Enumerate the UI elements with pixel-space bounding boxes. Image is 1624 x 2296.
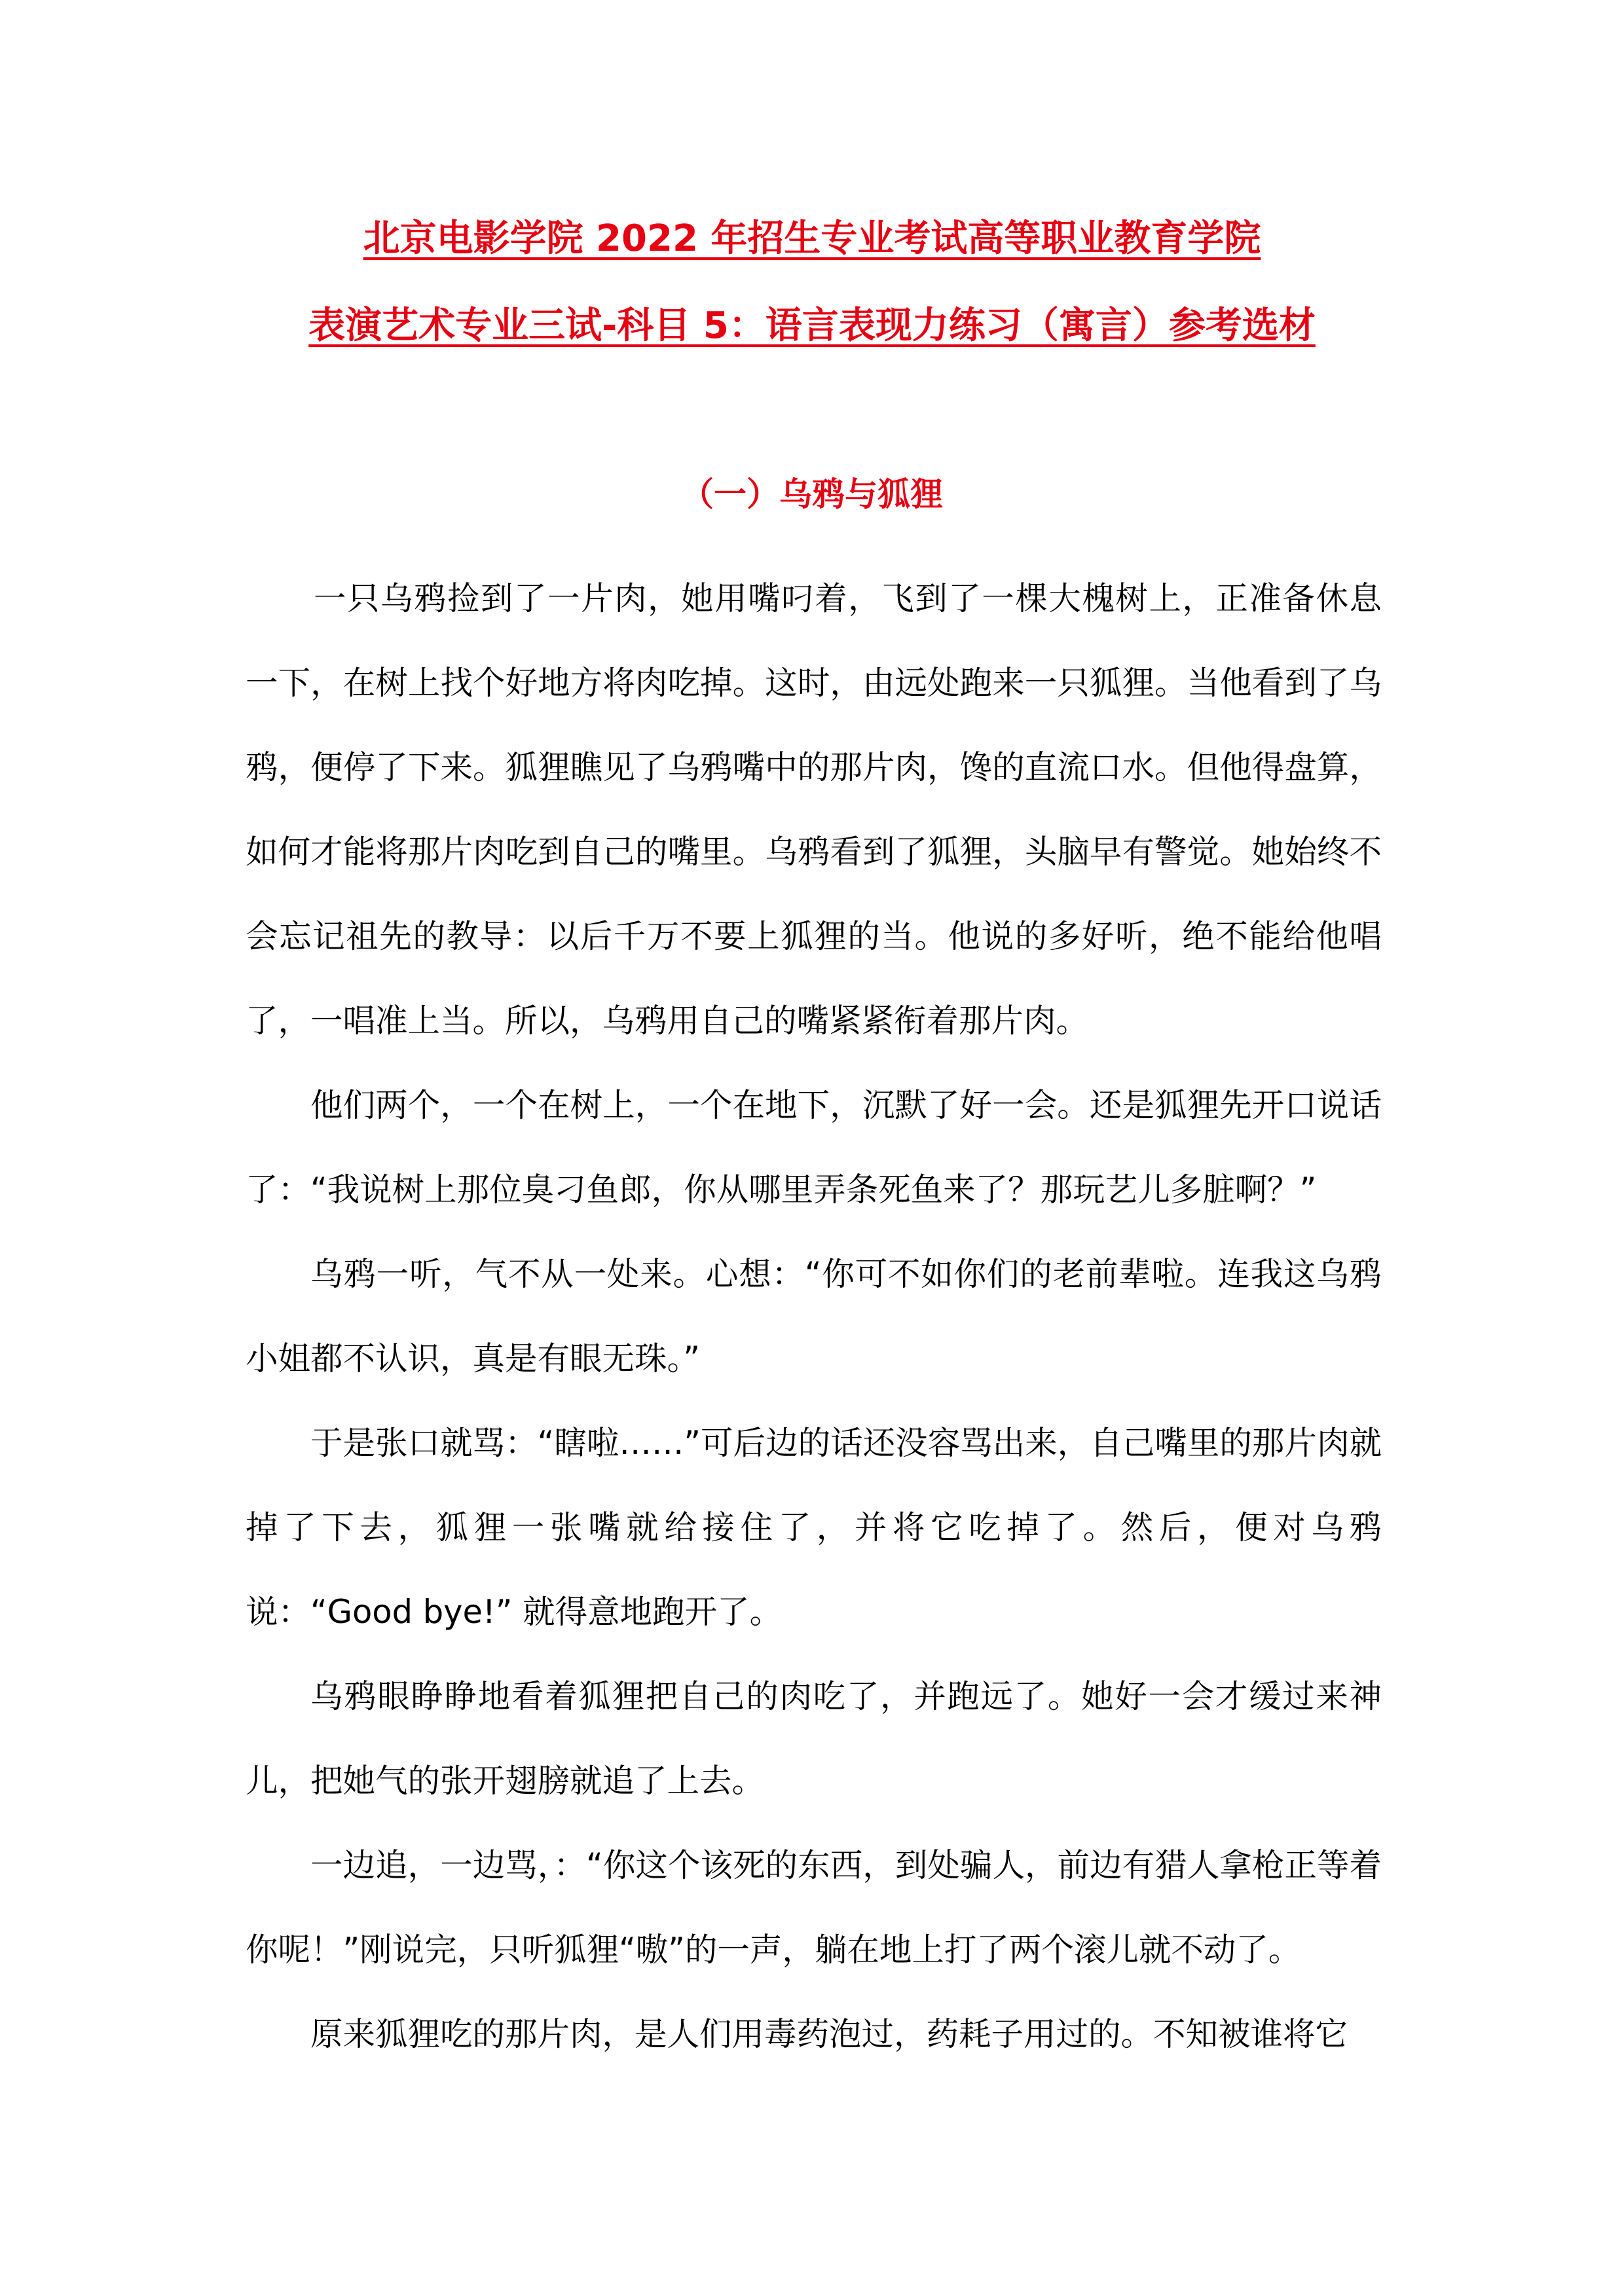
document-title-line-1: 北京电影学院 2022 年招生专业考试高等职业教育学院 [363, 217, 1261, 260]
paragraph: 一只乌鸦捡到了一片肉，她用嘴叼着，飞到了一棵大槐树上，正准备休息一下，在树上找个好地方将肉吃掉。这时，由远处跑来一只狐狸。当他看到了乌鸦，便停了下来。狐狸瞧见了乌鸦嘴中的那片肉，馋的直流口水。但他得盘算，如何才能将那片肉吃到自己的嘴里。乌鸦看到了狐狸，头脑早有警觉。她始终不会忘记祖先的教导：以后千万不要上狐狸的当。他说的多好听，绝不能给他唱了，一唱准上当。所以，乌鸦用自己的嘴紧紧衔着那片肉。 [246, 579, 1382, 1040]
paragraph: 乌鸦一听，气不从一处来。心想：“你可不如你们的老前辈啦。连我这乌鸦小姐都不认识，真是有眼无珠。” [246, 1255, 1382, 1377]
paragraph: 一边追，一边骂，：“你这个该死的东西，到处骗人，前边有猎人拿枪正等着你呢！”刚说完，只听狐狸“嗷”的一声，躺在地上打了两个滚儿就不动了。 [246, 1846, 1382, 1969]
paragraph: 原来狐狸吃的那片肉，是人们用毒药泡过，药耗子用过的。不知被谁将它 [310, 2015, 1348, 2053]
paragraph: 于是张口就骂：“瞎啦……”可后边的话还没容骂出来，自己嘴里的那片肉就掉了下去，狐狸一张嘴就给接住了，并将它吃掉了。然后，便对乌鸦说：“Good bye!” 就得意地跑开了。 [246, 1424, 1382, 1631]
paragraph: 他们两个，一个在树上，一个在地下，沉默了好一会。还是狐狸先开口说话了：“我说树上那位臭刁鱼郎，你从哪里弄条死鱼来了？那玩艺儿多脏啊？” [246, 1086, 1382, 1209]
body-text [246, 556, 1382, 2077]
section-heading: （一）乌鸦与狐狸 [681, 475, 943, 513]
document-title-line-2: 表演艺术专业三试-科目 5：语言表现力练习（寓言）参考选材 [308, 304, 1316, 347]
paragraph: 乌鸦眼睁睁地看着狐狸把自己的肉吃了，并跑远了。她好一会才缓过来神儿，把她气的张开翅膀就追了上去。 [246, 1677, 1382, 1800]
